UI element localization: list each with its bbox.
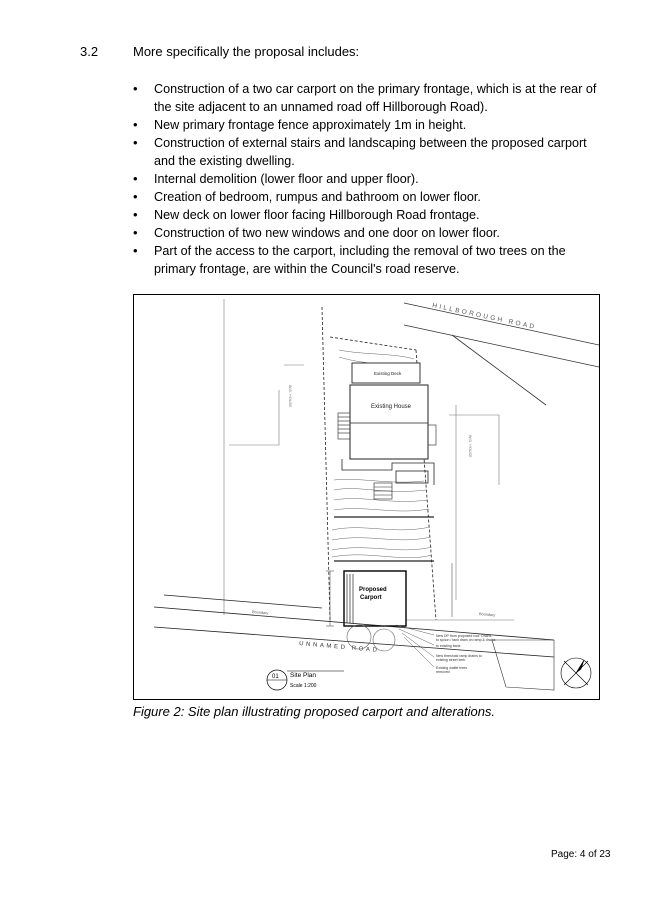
site-plan-drawing: [134, 295, 599, 699]
figure-caption: Figure 2: Site plan illustrating proposed carport and alterations.: [133, 704, 496, 719]
hillborough-road-label: HILLBOROUGH ROAD: [431, 302, 538, 332]
annotation-text: [436, 634, 496, 674]
boundary-label-right: Boundary: [478, 612, 496, 618]
site-plan-label: [267, 670, 344, 690]
annotation-leaders: [396, 625, 434, 667]
external-stairs: [374, 483, 392, 499]
site-plan-figure: [133, 294, 600, 700]
right-lot-outline: [492, 640, 554, 690]
existing-deck-label: Existing Deck: [374, 371, 402, 376]
list-item: • Part of the access to the carport, including the removal of two trees on the primary frontage, are within the Council's road reserve.: [133, 242, 603, 278]
svg-text:Existing wattle trees: Existing wattle trees: [436, 666, 468, 670]
neighbour-house-label-left: W.B. HOUSE: [288, 385, 292, 408]
proposed-carport-label-1: Proposed: [359, 587, 387, 593]
list-item: • Construction of two new windows and one door on lower floor.: [133, 224, 603, 242]
existing-house-label: Existing House: [371, 404, 412, 410]
svg-text:to existing bank: to existing bank: [436, 644, 461, 648]
unnamed-road-label: UNNAMED ROAD: [298, 641, 380, 655]
north-arrow-icon: [561, 658, 591, 688]
list-item: • Construction of external stairs and landscaping between the proposed carport and the existing dwelling.: [133, 134, 603, 170]
timber-deck: [342, 459, 434, 485]
svg-text:New DP from proposed roof. Dra: New DP from proposed roof. Drains: [436, 634, 492, 638]
svg-text:to spoon / tank drain on ramp: to spoon / tank drain on ramp & drains: [436, 638, 496, 642]
section-heading: More specifically the proposal includes:: [133, 44, 360, 59]
list-item: • New primary frontage fence approximately 1m in height.: [133, 116, 603, 134]
proposed-carport-label-2: Carport: [360, 595, 382, 601]
proposal-list: [133, 80, 603, 278]
list-item: • Internal demolition (lower floor and upper floor).: [133, 170, 603, 188]
svg-text:New threshold ramp drains to: New threshold ramp drains to: [436, 654, 482, 658]
list-item: • New deck on lower floor facing Hillborough Road frontage.: [133, 206, 603, 224]
svg-text:existing street kerb: existing street kerb: [436, 658, 466, 662]
existing-house: [350, 385, 428, 459]
list-item: • Construction of a two car carport on the primary frontage, which is at the rear of the site adjacent to an unnamed road off Hillborough Road).: [133, 80, 603, 116]
section-number: 3.2: [80, 44, 99, 59]
site-plan-title: Site Plan: [290, 672, 317, 679]
list-item: • Creation of bedroom, rumpus and bathroom on lower floor.: [133, 188, 603, 206]
site-plan-scale: Scale 1:200: [290, 683, 317, 689]
page-number: Page: 4 of 23: [551, 849, 611, 860]
site-plan-number: 01: [272, 674, 279, 680]
neighbour-house-label-right: W.B. HOUSE: [468, 435, 472, 458]
svg-text:removed: removed: [436, 670, 450, 674]
boundary-label-left: Boundary: [251, 610, 269, 616]
